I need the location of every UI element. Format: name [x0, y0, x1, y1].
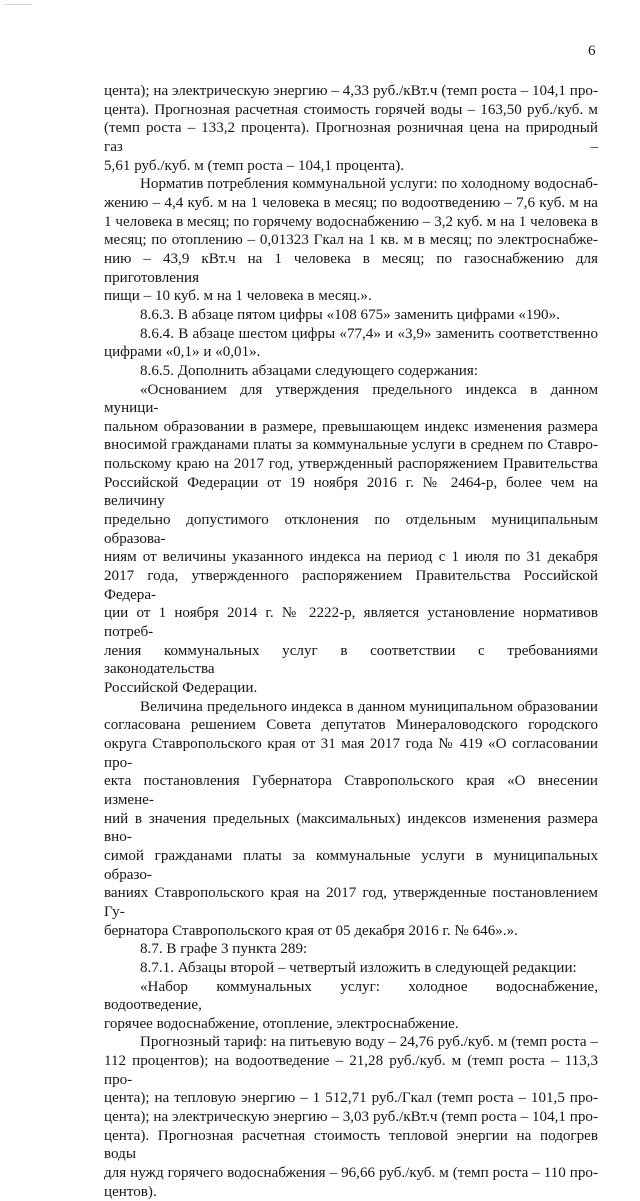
text-line: пищи – 10 куб. м на 1 человека в месяц.». — [104, 288, 372, 305]
text-line: ваниях Ставропольского края на 2017 год, утвержденные постановлением Гу- — [104, 885, 598, 920]
paragraph — [104, 82, 598, 175]
paragraph — [104, 698, 598, 941]
text-line: жению – 4,4 куб. м на 1 человека в месяц; по водоотведению – 7,6 куб. м на — [104, 194, 598, 211]
text-line: Величина предельного индекса в данном муниципальном образовании — [140, 698, 598, 715]
text-line: ления коммунальных услуг в соответствии с требованиями законодательства — [104, 642, 598, 678]
text-line: 8.7.1. Абзацы второй – четвертый изложить в следующей редакции: — [140, 959, 577, 976]
text-line: 8.6.3. В абзаце пятом цифры «108 675» заменить цифрами «190». — [140, 306, 560, 323]
text-line: нию – 43,9 кВт.ч на 1 человека в месяц; по газоснабжению для приготовления — [104, 250, 598, 286]
text-line: 5,61 руб./куб. м (темп роста – 104,1 процента). — [104, 157, 405, 174]
document-body — [104, 82, 598, 1201]
text-line: ниям от величины указанного индекса на период с 1 июля по 31 декабря — [104, 549, 598, 566]
text-line: ний в значения предельных (максимальных) индексов изменения размера вно- — [104, 810, 598, 846]
text-line: польскому краю на 2017 год, утвержденный распоряжением Правительства — [104, 456, 598, 473]
text-line: пальном образовании в размере, превышающем индекс изменения размера — [104, 418, 598, 435]
paragraph — [104, 362, 598, 381]
paragraph — [104, 940, 598, 959]
paragraph — [104, 175, 598, 306]
text-line: 1 человека в месяц; по горячему водоснабжению – 3,2 куб. м на 1 человека в — [104, 213, 598, 230]
paragraph — [104, 306, 598, 325]
text-line: ции от 1 ноября 2014 г. № 2222-р, является установление нормативов потреб- — [104, 605, 598, 641]
text-line: согласована решением Совета депутатов Минераловодского городского — [104, 717, 598, 734]
text-line: «Основанием для утверждения предельного индекса в данном муници- — [104, 381, 598, 417]
paragraph — [104, 381, 598, 698]
text-line: цента). Прогнозная расчетная стоимость горячей воды – 163,50 руб./куб. м — [104, 101, 598, 118]
text-line: 8.6.5. Дополнить абзацами следующего содержания: — [140, 362, 479, 379]
text-line: вносимой гражданами платы за коммунальные услуги в среднем по Ставро- — [104, 437, 598, 454]
text-line: цента); на тепловую энергию – 1 512,71 руб./Гкал (темп роста – 101,5 про- — [104, 1090, 598, 1107]
paragraph — [104, 959, 598, 978]
text-line: Норматив потребления коммунальной услуги: по холодному водоснаб- — [140, 176, 598, 193]
text-line: месяц; по отоплению – 0,01323 Гкал на 1 кв. м в месяц; по электроснабже- — [104, 232, 598, 249]
text-line: цента). Прогнозная расчетная стоимость тепловой энергии на подогрев воды — [104, 1127, 598, 1163]
text-line: 8.7. В графе 3 пункта 289: — [140, 941, 308, 958]
text-line: цифрами «0,1» и «0,01». — [104, 344, 261, 361]
text-line: 8.6.4. В абзаце шестом цифры «77,4» и «3,9» заменить соответственно — [140, 325, 598, 342]
text-line: горячее водоснабжение, отопление, электроснабжение. — [104, 1015, 459, 1032]
text-line: 2017 года, утвержденного распоряжением Правительства Российской Федера- — [104, 568, 598, 603]
paragraph — [104, 978, 598, 1034]
scan-edge-mark — [4, 4, 32, 5]
text-line: предельно допустимого отклонения по отдельным муниципальным образова- — [104, 512, 598, 547]
text-line: бернатора Ставропольского края от 05 декабря 2016 г. № 646».». — [104, 922, 518, 939]
paragraph — [104, 325, 598, 362]
paragraph — [104, 1033, 598, 1201]
text-line: цента); на электрическую энергию – 3,03 руб./кВт.ч (темп роста – 104,1 про- — [104, 1109, 598, 1126]
text-line: Российской Федерации от 19 ноября 2016 г. № 2464-р, более чем на величину — [104, 474, 598, 510]
text-line: (темп роста – 133,2 процента). Прогнозная розничная цена на природный газ – — [104, 120, 598, 155]
text-line: центов). — [104, 1183, 157, 1200]
text-line: екта постановления Губернатора Ставропольского края «О внесении измене- — [104, 773, 598, 808]
text-line: симой гражданами платы за коммунальные услуги в муниципальных образо- — [104, 847, 598, 883]
text-line: «Набор коммунальных услуг: холодное водоснабжение, водоотведение, — [104, 978, 598, 1014]
text-line: цента); на электрическую энергию – 4,33 руб./кВт.ч (темп роста – 104,1 про- — [104, 83, 598, 99]
text-line: округа Ставропольского края от 31 мая 2017 года № 419 «О согласовании про- — [104, 735, 598, 771]
text-line: для нужд горячего водоснабжения – 96,66 руб./куб. м (темп роста – 110 про- — [104, 1165, 598, 1182]
page-number: 6 — [588, 43, 596, 59]
text-line: Прогнозный тариф: на питьевую воду – 24,76 руб./куб. м (темп роста – — [140, 1034, 598, 1051]
text-line: 112 процентов); на водоотведение – 21,28 руб./куб. м (темп роста – 113,3 про- — [104, 1053, 598, 1088]
text-line: Российской Федерации. — [104, 680, 258, 696]
